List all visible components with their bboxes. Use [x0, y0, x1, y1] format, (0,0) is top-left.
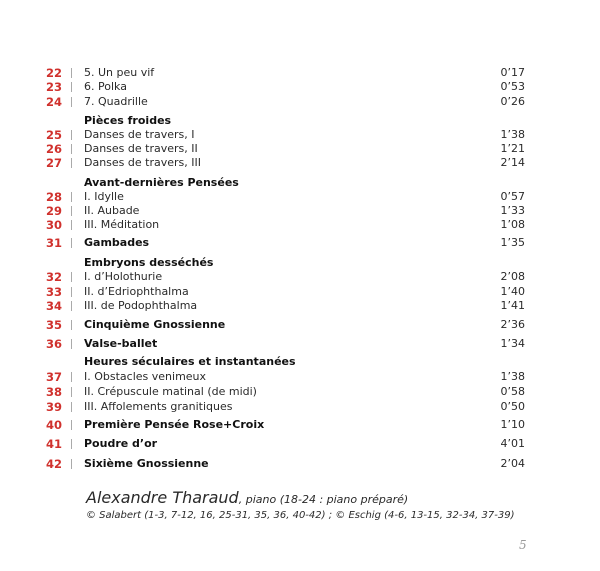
track-row [0, 204, 600, 218]
copyright-notice: © Salabert (1-3, 7-12, 16, 25-31, 35, 36, 40-42) ; © Eschig (4-6, 13-15, 32-34, 37-39) [86, 510, 515, 521]
track-number: 41 [45, 437, 62, 451]
track-number: 30 [45, 218, 62, 232]
track-row [0, 128, 600, 142]
track-title: Première Pensée Rose+Croix [84, 418, 265, 431]
divider [71, 68, 72, 78]
track-row [0, 418, 600, 432]
track-title: 5. Un peu vif [84, 66, 155, 79]
divider [71, 272, 72, 282]
track-title: I. Obstacles venimeux [84, 370, 207, 383]
track-number: 39 [45, 400, 62, 414]
track-duration: 2’04 [500, 457, 525, 470]
track-row [0, 270, 600, 284]
divider [71, 192, 72, 202]
track-number: 38 [45, 385, 62, 399]
track-row [0, 370, 600, 384]
track-title: Poudre d’or [84, 437, 158, 450]
track-duration: 2’08 [500, 270, 525, 283]
track-duration: 0’53 [500, 80, 525, 93]
track-title: II. d’Edriophthalma [84, 285, 189, 298]
track-duration: 4’01 [500, 437, 525, 450]
divider [71, 301, 72, 311]
track-row [0, 337, 600, 351]
track-row [0, 318, 600, 332]
track-row [0, 299, 600, 313]
divider [71, 287, 72, 297]
track-row [0, 80, 600, 94]
track-title: Cinquième Gnossienne [84, 318, 226, 331]
track-duration: 0’26 [500, 95, 525, 108]
track-duration: 1’08 [500, 218, 525, 231]
track-duration: 2’36 [500, 318, 525, 331]
divider [71, 459, 72, 469]
track-row [0, 156, 600, 170]
track-duration: 1’33 [500, 204, 525, 217]
divider [71, 158, 72, 168]
track-number: 23 [45, 80, 62, 94]
section-heading: Embryons desséchés [84, 256, 214, 269]
track-duration: 2’14 [500, 156, 525, 169]
divider [71, 206, 72, 216]
track-title: Gambades [84, 236, 150, 249]
track-number: 31 [45, 236, 62, 250]
divider [71, 439, 72, 449]
track-duration: 0’50 [500, 400, 525, 413]
track-title: I. Idylle [84, 190, 124, 203]
track-row [0, 66, 600, 80]
track-title: II. Crépuscule matinal (de midi) [84, 385, 257, 398]
track-duration: 1’38 [500, 128, 525, 141]
track-title: III. Affolements granitiques [84, 400, 233, 413]
track-title: I. d’Holothurie [84, 270, 163, 283]
track-duration: 0’17 [500, 66, 525, 79]
track-number: 26 [45, 142, 62, 156]
track-title: Danses de travers, I [84, 128, 195, 141]
divider [71, 372, 72, 382]
track-row [0, 190, 600, 204]
track-number: 22 [45, 66, 62, 80]
track-number: 27 [45, 156, 62, 170]
track-row [0, 437, 600, 451]
track-number: 24 [45, 95, 62, 109]
track-title: III. Méditation [84, 218, 160, 231]
track-number: 34 [45, 299, 62, 313]
track-number: 33 [45, 285, 62, 299]
divider [71, 420, 72, 430]
divider [71, 238, 72, 248]
divider [71, 387, 72, 397]
track-row [0, 400, 600, 414]
divider [71, 130, 72, 140]
track-title: III. de Podophthalma [84, 299, 198, 312]
performer-credit [86, 488, 408, 507]
divider [71, 144, 72, 154]
track-row [0, 385, 600, 399]
track-number: 29 [45, 204, 62, 218]
divider [71, 82, 72, 92]
page-number: 5 [519, 538, 527, 552]
track-duration: 1’21 [500, 142, 525, 155]
track-row [0, 285, 600, 299]
track-number: 37 [45, 370, 62, 384]
track-title: Danses de travers, III [84, 156, 201, 169]
track-row [0, 142, 600, 156]
track-title: II. Aubade [84, 204, 140, 217]
divider [71, 320, 72, 330]
track-duration: 1’35 [500, 236, 525, 249]
track-row [0, 95, 600, 109]
track-row [0, 218, 600, 232]
track-number: 40 [45, 418, 62, 432]
track-number: 35 [45, 318, 62, 332]
section-heading: Pièces froides [84, 114, 172, 127]
track-title: 6. Polka [84, 80, 127, 93]
track-duration: 1’40 [500, 285, 525, 298]
track-duration: 1’34 [500, 337, 525, 350]
artist-name: Alexandre Tharaud [86, 488, 239, 507]
divider [71, 339, 72, 349]
track-duration: 0’57 [500, 190, 525, 203]
section-heading: Heures séculaires et instantanées [84, 355, 296, 368]
section-heading: Avant-dernières Pensées [84, 176, 239, 189]
track-duration: 1’38 [500, 370, 525, 383]
track-number: 42 [45, 457, 62, 471]
track-row [0, 457, 600, 471]
track-number: 25 [45, 128, 62, 142]
track-number: 36 [45, 337, 62, 351]
track-duration: 0’58 [500, 385, 525, 398]
track-title: Sixième Gnossienne [84, 457, 209, 470]
track-number: 28 [45, 190, 62, 204]
track-row [0, 236, 600, 250]
track-duration: 1’10 [500, 418, 525, 431]
track-title: Valse-ballet [84, 337, 158, 350]
artist-role: , piano (18-24 : piano préparé) [238, 493, 409, 506]
divider [71, 97, 72, 107]
track-title: 7. Quadrille [84, 95, 148, 108]
track-number: 32 [45, 270, 62, 284]
track-duration: 1’41 [500, 299, 525, 312]
track-title: Danses de travers, II [84, 142, 198, 155]
divider [71, 402, 72, 412]
divider [71, 220, 72, 230]
